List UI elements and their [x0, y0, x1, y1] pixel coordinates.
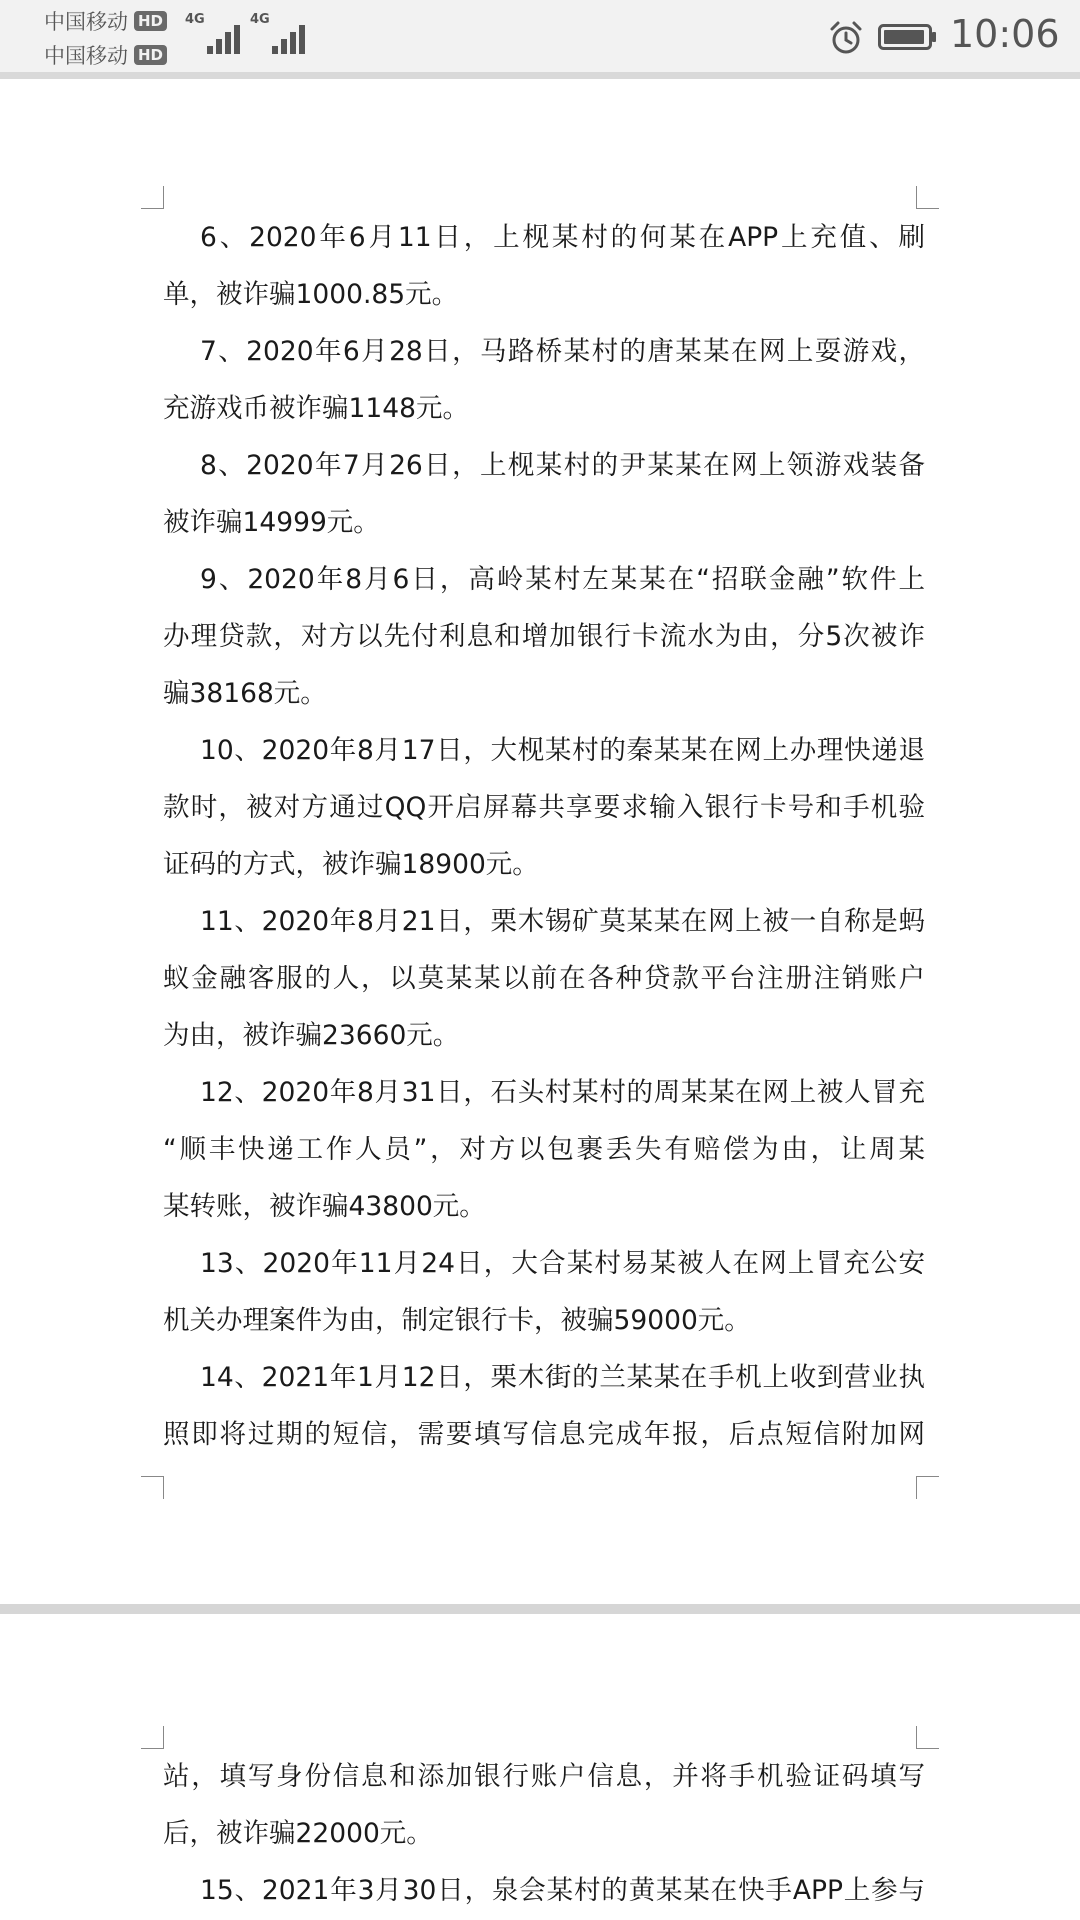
paragraph-line: 骗38168元。 [163, 678, 327, 709]
paragraph-line: 为由，被诈骗23660元。 [163, 1020, 460, 1051]
paragraph-line: 充游戏币被诈骗1148元。 [163, 393, 469, 424]
paragraph-line: “顺丰快递工作人员”，对方以包裹丢失有赔偿为由，让周某 [163, 1134, 925, 1165]
paragraph-line: 办理贷款，对方以先付利息和增加银行卡流水为由，分5次被诈 [163, 621, 925, 652]
paragraph-line: 蚁金融客服的人，以莫某某以前在各种贷款平台注册注销账户 [163, 963, 925, 994]
paragraph-line: 10、2020年8月17日，大枧某村的秦某某在网上办理快递退 [200, 735, 925, 766]
network-type-2: 4G [250, 12, 270, 27]
paragraph-line: 14、2021年1月12日，栗木街的兰某某在手机上收到营业执 [200, 1362, 925, 1393]
margin-corner-top-right [916, 1726, 939, 1749]
paragraph-line: 13、2020年11月24日，大合某村易某被人在网上冒充公安 [200, 1248, 925, 1279]
paragraph-line: 证码的方式，被诈骗18900元。 [163, 849, 539, 880]
paragraph-line: 9、2020年8月6日，高岭某村左某某在“招联金融”软件上 [200, 564, 925, 595]
carrier-1 [44, 6, 167, 36]
paragraph-line: 12、2020年8月31日，石头村某村的周某某在网上被人冒充 [200, 1077, 925, 1108]
paragraph-line: 15、2021年3月30日，泉会某村的黄某某在快手APP上参与 [200, 1875, 925, 1906]
paragraph-line: 11、2020年8月21日，栗木锡矿莫某某在网上被一自称是蚂 [200, 906, 925, 937]
paragraph-line: 款时，被对方通过QQ开启屏幕共享要求输入银行卡号和手机验 [163, 792, 925, 823]
clock: 10:06 [950, 12, 1060, 56]
margin-corner-bottom-right [916, 1476, 939, 1499]
paragraph-line: 后，被诈骗22000元。 [163, 1818, 433, 1849]
paragraph-line: 某转账，被诈骗43800元。 [163, 1191, 486, 1222]
margin-corner-top-left [141, 186, 164, 209]
paragraph-line: 被诈骗14999元。 [163, 507, 380, 538]
paragraph-line: 站，填写身份信息和添加银行账户信息，并将手机验证码填写 [163, 1761, 925, 1792]
paragraph-line: 8、2020年7月26日，上枧某村的尹某某在网上领游戏装备 [200, 450, 925, 481]
alarm-icon [828, 20, 864, 56]
signal-bars-1 [207, 20, 249, 54]
network-type-1: 4G [185, 12, 205, 27]
carrier-2-label: 中国移动 [44, 44, 128, 68]
paragraph-line: 7、2020年6月28日，马路桥某村的唐某某在网上耍游戏， [200, 336, 925, 367]
paragraph-line: 照即将过期的短信，需要填写信息完成年报，后点短信附加网 [163, 1419, 925, 1450]
signal-bars-2 [272, 20, 314, 54]
status-bar [0, 0, 1080, 72]
margin-corner-top-left [141, 1726, 164, 1749]
paragraph-line: 单，被诈骗1000.85元。 [163, 279, 459, 310]
margin-corner-bottom-left [141, 1476, 164, 1499]
status-bar-divider [0, 72, 1080, 79]
battery-icon [878, 24, 938, 50]
paragraph-line: 6、2020年6月11日，上枧某村的何某在APP上充值、刷 [200, 222, 925, 253]
carrier-1-label: 中国移动 [44, 10, 128, 34]
paragraph-line: 机关办理案件为由，制定银行卡，被骗59000元。 [163, 1305, 751, 1336]
hd-badge-2: HD [134, 45, 167, 65]
margin-corner-top-right [916, 186, 939, 209]
page-separator [0, 1604, 1080, 1614]
carrier-2 [44, 40, 167, 70]
hd-badge-1: HD [134, 11, 167, 31]
